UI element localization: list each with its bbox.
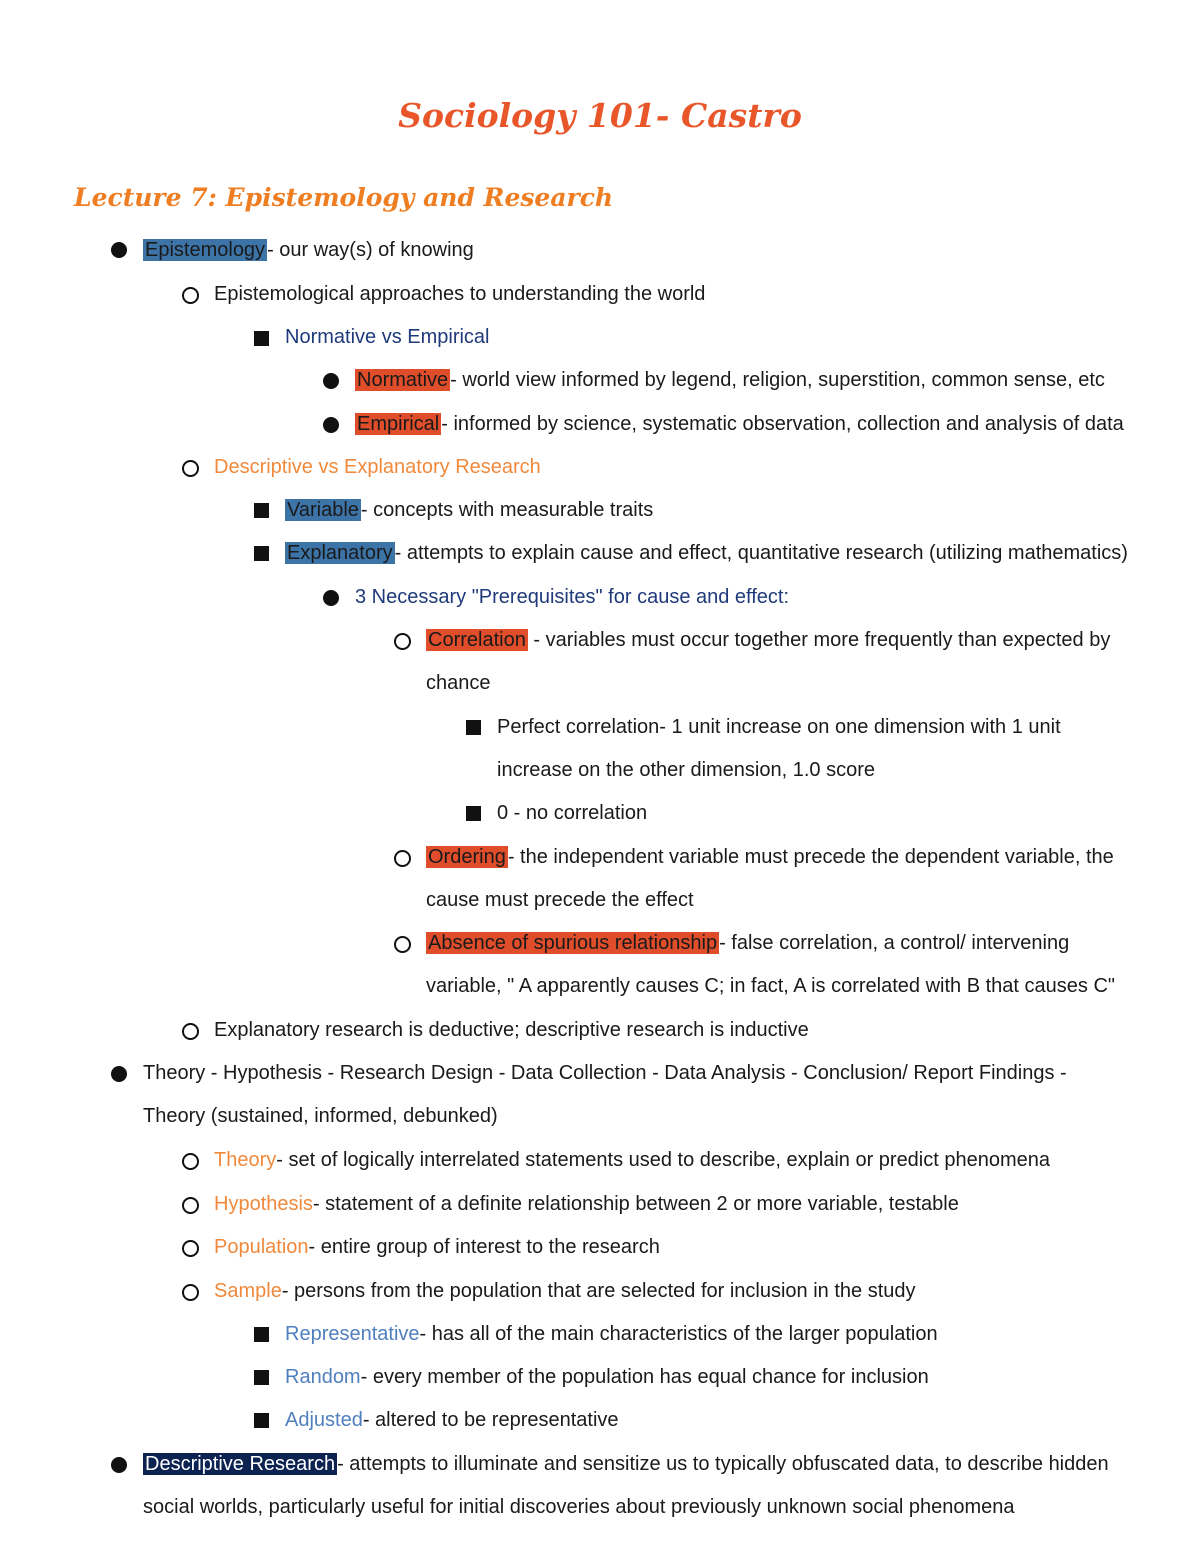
list-item xyxy=(214,1189,959,1219)
bullet-circle-icon xyxy=(394,850,411,867)
item-continuation: cause must precede the effect xyxy=(426,889,694,911)
item-continuation: Theory (sustained, informed, debunked) xyxy=(143,1105,498,1127)
bullet-square-icon xyxy=(466,806,481,821)
list-item: Theory - Hypothesis - Research Design - Data Collection - Data Analysis - Conclusion/ Report Findings - xyxy=(143,1062,1067,1084)
colored-term: Sample xyxy=(214,1280,282,1302)
colored-term: Hypothesis xyxy=(214,1193,313,1215)
list-item xyxy=(214,1145,1050,1175)
list-item xyxy=(285,538,1128,568)
item-text: - attempts to illuminate and sensitize us to typically obfuscated data, to describe hidden xyxy=(337,1453,1109,1475)
item-text: - attempts to explain cause and effect, quantitative research (utilizing mathematics) xyxy=(394,542,1128,564)
bullet-dot-icon xyxy=(323,590,339,606)
list-item xyxy=(426,842,1114,872)
bullet-circle-icon xyxy=(182,1197,199,1214)
item-text: - set of logically interrelated statements used to describe, explain or predict phenomena xyxy=(276,1149,1051,1171)
highlighted-term: Ordering xyxy=(428,846,506,868)
item-text: - every member of the population has equal chance for inclusion xyxy=(360,1366,929,1388)
list-item xyxy=(285,1362,929,1392)
list-item xyxy=(214,1232,660,1262)
colored-term: Population xyxy=(214,1236,309,1258)
bullet-circle-icon xyxy=(182,1240,199,1257)
item-continuation: social worlds, particularly useful for initial discoveries about previously unknown social phenomena xyxy=(143,1496,1015,1518)
item-text: - concepts with measurable traits xyxy=(360,499,654,521)
list-item xyxy=(426,928,1069,958)
colored-term: Random xyxy=(285,1366,361,1388)
list-item: Normative vs Empirical xyxy=(285,326,490,348)
list-item: Descriptive vs Explanatory Research xyxy=(214,456,541,478)
bullet-circle-icon xyxy=(182,1153,199,1170)
bullet-square-icon xyxy=(254,1370,269,1385)
list-item: Perfect correlation- 1 unit increase on one dimension with 1 unit xyxy=(497,716,1061,738)
item-text: - world view informed by legend, religion, superstition, common sense, etc xyxy=(450,369,1105,391)
list-item: 0 - no correlation xyxy=(497,802,648,824)
bullet-square-icon xyxy=(254,1413,269,1428)
item-continuation: variable, " A apparently causes C; in fact, A is correlated with B that causes C" xyxy=(426,975,1115,997)
bullet-square-icon xyxy=(254,546,269,561)
bullet-dot-icon xyxy=(111,1457,127,1473)
highlighted-term: Descriptive Research xyxy=(145,1453,336,1475)
bullet-circle-icon xyxy=(394,936,411,953)
bullet-circle-icon xyxy=(182,1023,199,1040)
highlighted-term: Variable xyxy=(287,499,359,521)
highlighted-term: Absence of spurious relationship xyxy=(428,932,718,954)
item-continuation: chance xyxy=(426,672,491,694)
item-text: - the independent variable must precede the dependent variable, the xyxy=(507,846,1114,868)
item-text: - our way(s) of knowing xyxy=(267,239,474,261)
highlighted-term: Empirical xyxy=(357,413,440,435)
list-item xyxy=(355,365,1105,395)
item-continuation: increase on the other dimension, 1.0 score xyxy=(497,759,875,781)
page-title: Sociology 101- Castro xyxy=(398,96,802,135)
colored-term: Adjusted xyxy=(285,1409,363,1431)
bullet-dot-icon xyxy=(323,373,339,389)
item-text: - entire group of interest to the research xyxy=(308,1236,660,1258)
colored-term: Representative xyxy=(285,1323,420,1345)
list-item: Explanatory research is deductive; descriptive research is inductive xyxy=(214,1019,809,1041)
list-item xyxy=(285,1405,619,1435)
bullet-circle-icon xyxy=(182,1284,199,1301)
bullet-dot-icon xyxy=(111,242,127,258)
item-text: - false correlation, a control/ intervening xyxy=(719,932,1070,954)
bullet-dot-icon xyxy=(323,417,339,433)
item-text: - has all of the main characteristics of the larger population xyxy=(419,1323,938,1345)
highlighted-term: Epistemology xyxy=(145,239,266,261)
bullet-dot-icon xyxy=(111,1066,127,1082)
item-text: - altered to be representative xyxy=(362,1409,619,1431)
list-item xyxy=(355,409,1124,439)
bullet-circle-icon xyxy=(394,633,411,650)
list-item xyxy=(285,495,653,525)
bullet-square-icon xyxy=(254,503,269,518)
bullet-square-icon xyxy=(254,1327,269,1342)
list-item xyxy=(214,1276,916,1306)
item-text: - persons from the population that are selected for inclusion in the study xyxy=(281,1280,916,1302)
item-text: - statement of a definite relationship between 2 or more variable, testable xyxy=(312,1193,959,1215)
item-text: - informed by science, systematic observation, collection and analysis of data xyxy=(441,413,1124,435)
bullet-circle-icon xyxy=(182,460,199,477)
bullet-square-icon xyxy=(466,720,481,735)
highlighted-term: Correlation xyxy=(428,629,526,651)
bullet-square-icon xyxy=(254,331,269,346)
highlighted-term: Explanatory xyxy=(287,542,393,564)
list-item: 3 Necessary "Prerequisites" for cause and effect: xyxy=(355,586,790,608)
list-item xyxy=(285,1319,938,1349)
item-text: - variables must occur together more frequently than expected by xyxy=(527,629,1111,651)
list-item xyxy=(426,625,1110,655)
lecture-heading: Lecture 7: Epistemology and Research xyxy=(74,183,614,212)
highlighted-term: Normative xyxy=(357,369,449,391)
bullet-circle-icon xyxy=(182,287,199,304)
list-item xyxy=(143,1449,1109,1479)
colored-term: Theory xyxy=(214,1149,277,1171)
list-item: Epistemological approaches to understanding the world xyxy=(214,283,706,305)
list-item xyxy=(143,235,474,265)
